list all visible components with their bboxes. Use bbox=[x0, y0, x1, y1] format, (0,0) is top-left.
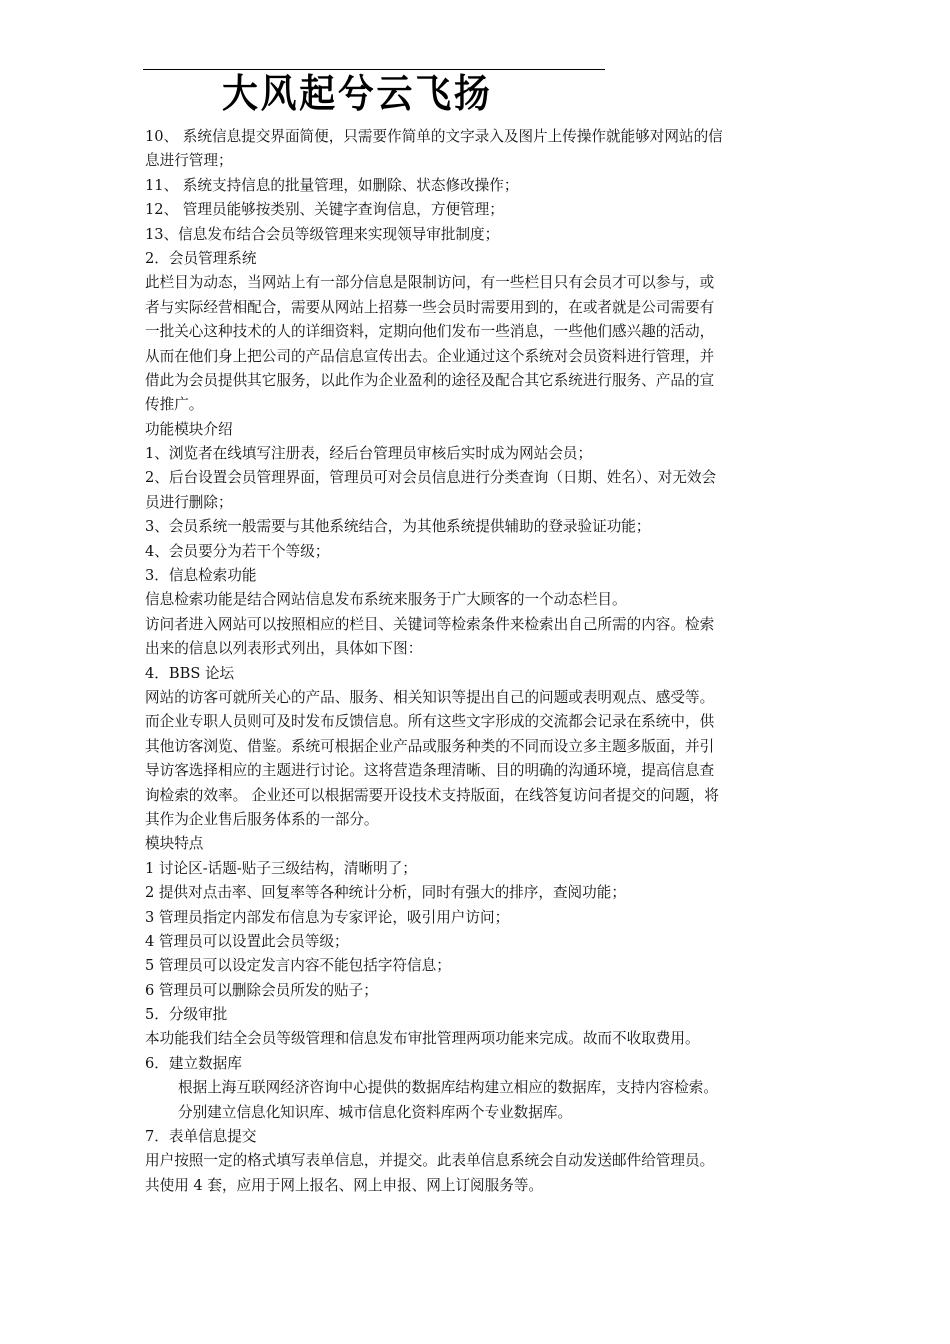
text-line: 此栏目为动态，当网站上有一部分信息是限制访问，有一些栏目只有会员才可以参与，或 bbox=[145, 274, 715, 292]
text-line: 用户按照一定的格式填写表单信息，并提交。此表单信息系统会自动发送邮件给管理员。 bbox=[145, 1152, 715, 1170]
text-line: 借此为会员提供其它服务，以此作为企业盈利的途径及配合其它系统进行服务、产品的宣 bbox=[145, 371, 715, 389]
text-line: 根据上海互联网经济咨询中心提供的数据库结构建立相应的数据库，支持内容检索。 bbox=[178, 1079, 718, 1097]
text-line: 者与实际经营相配合，需要从网站上招募一些会员时需要用到的，在或者就是公司需要有 bbox=[145, 298, 715, 316]
text-line: 5 管理员可以设定发言内容不能包括字符信息； bbox=[145, 957, 451, 975]
header-calligraphy-title: 大风起兮云飞扬 bbox=[222, 71, 493, 117]
text-line: 共使用 4 套，应用于网上报名、网上申报、网上订阅服务等。 bbox=[145, 1176, 544, 1194]
text-line: 员进行删除； bbox=[145, 493, 233, 511]
text-line: 4．BBS 论坛 bbox=[145, 664, 235, 682]
text-line: 3、会员系统一般需要与其他系统结合，为其他系统提供辅助的登录验证功能； bbox=[145, 518, 651, 536]
text-line: 网站的访客可就所关心的产品、服务、相关知识等提出自己的问题或表明观点、感受等。 bbox=[145, 688, 715, 706]
text-line: 导访客选择相应的主题进行讨论。这将营造条理清晰、目的明确的沟通环境，提高信息查 bbox=[145, 762, 715, 780]
text-line: 从而在他们身上把公司的产品信息宣传出去。企业通过这个系统对会员资料进行管理，并 bbox=[145, 347, 715, 365]
text-line: 4、会员要分为若干个等级； bbox=[145, 542, 330, 560]
text-line: 模块特点 bbox=[145, 835, 204, 853]
text-line: 其作为企业售后服务体系的一部分。 bbox=[145, 810, 379, 828]
text-line: 2 提供对点击率、回复率等各种统计分析，同时有强大的排序，查阅功能； bbox=[145, 884, 626, 902]
text-line: 12、 管理员能够按类别、关键字查询信息，方便管理； bbox=[145, 201, 504, 219]
text-line: 7．表单信息提交 bbox=[145, 1128, 257, 1146]
text-line: 1 讨论区-话题-贴子三级结构，清晰明了； bbox=[145, 859, 417, 877]
text-line: 2、后台设置会员管理界面，管理员可对会员信息进行分类查询（日期、姓名）、对无效会 bbox=[145, 469, 717, 487]
text-line: 13、信息发布结合会员等级管理来实现领导审批制度； bbox=[145, 225, 500, 243]
text-line: 访问者进入网站可以按照相应的栏目、关键词等检索条件来检索出自己所需的内容。检索 bbox=[145, 615, 715, 633]
text-line: 3 管理员指定内部发布信息为专家评论，吸引用户访问； bbox=[145, 908, 510, 926]
text-line: 出来的信息以列表形式列出，具体如下图： bbox=[145, 640, 423, 658]
text-line: 10、 系统信息提交界面简便，只需要作简单的文字录入及图片上传操作就能够对网站的信 bbox=[145, 128, 723, 145]
text-line: 5．分级审批 bbox=[145, 1006, 228, 1024]
text-line: 分别建立信息化知识库、城市信息化资料库两个专业数据库。 bbox=[178, 1103, 573, 1121]
text-line: 息进行管理； bbox=[145, 152, 233, 170]
text-line: 其他访客浏览、借鉴。系统可根据企业产品或服务种类的不同而设立多主题多版面，并引 bbox=[145, 737, 715, 755]
text-line: 询检索的效率。 企业还可以根据需要开设技术支持版面，在线答复访问者提交的问题，将 bbox=[145, 786, 719, 804]
document-body bbox=[145, 125, 810, 1198]
text-line: 2．会员管理系统 bbox=[145, 249, 257, 267]
text-line: 一批关心这种技术的人的详细资料，定期向他们发布一些消息，一些他们感兴趣的活动， bbox=[145, 323, 715, 341]
text-line: 6 管理员可以删除会员所发的贴子； bbox=[145, 981, 378, 999]
text-line: 11、 系统支持信息的批量管理，如删除、状态修改操作； bbox=[145, 176, 519, 194]
text-line: 信息检索功能是结合网站信息发布系统来服务于广大顾客的一个动态栏目。 bbox=[145, 591, 627, 609]
text-line: 本功能我们结全会员等级管理和信息发布审批管理两项功能来完成。故而不收取费用。 bbox=[145, 1030, 700, 1048]
text-line: 功能模块介绍 bbox=[145, 420, 233, 438]
text-line: 而企业专职人员则可及时发布反馈信息。所有这些文字形成的交流都会记录在系统中，供 bbox=[145, 713, 715, 731]
text-line: 3．信息检索功能 bbox=[145, 567, 257, 585]
text-line: 传推广。 bbox=[145, 396, 204, 414]
text-line: 1、浏览者在线填写注册表，经后台管理员审核后实时成为网站会员； bbox=[145, 445, 593, 463]
text-line: 6．建立数据库 bbox=[145, 1054, 242, 1072]
text-line: 4 管理员可以设置此会员等级； bbox=[145, 932, 349, 950]
